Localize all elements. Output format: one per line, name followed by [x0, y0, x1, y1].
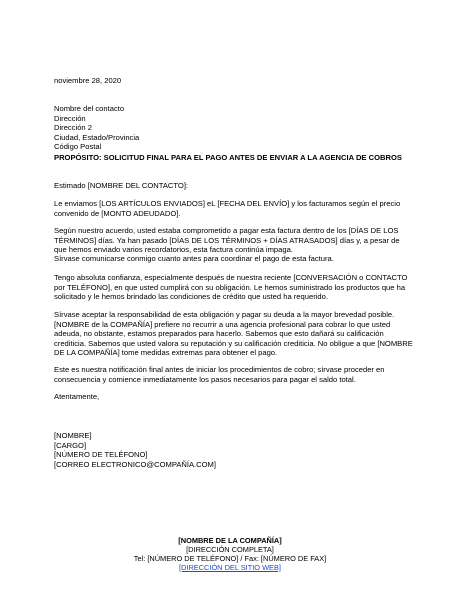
letter-footer — [0, 536, 460, 572]
body-paragraph: Tengo absoluta confianza, especialmente después de nuestra reciente [CONVERSACIÓN o CONTACTO por TELÉFONO], en que usted cumplirá con su obligación. Le hemos suministrado los productos que ha solicitado y le hemos brindado las condiciones de crédito que usted ha requerido. — [54, 273, 408, 302]
signature-title: [CARGO] — [54, 440, 87, 450]
body-paragraph: Le enviamos [LOS ARTÍCULOS ENVIADOS] eL [FECHA DEL ENVÍO] y los facturamos según el precio convenido de [MONTO ADEUDADO]. — [54, 199, 401, 218]
signature-phone: [NÚMERO DE TELÉFONO] — [54, 450, 148, 460]
body-paragraph: Sírvase comunicarse conmigo cuanto antes para coordinar el pago de esta factura. — [54, 254, 334, 263]
body-paragraph: Este es nuestra notificación final antes de iniciar los procedimientos de cobro; sírvase proceder en consecuencia y comience inmediatamente los pasos necesarios para pagar el saldo total. — [54, 365, 385, 384]
body-paragraph: Según nuestro acuerdo, usted estaba comprometido a pagar esta factura dentro de los [DÍAS DE LOS TÉRMINOS] días. Ya han pasado [DÍAS DE LOS TÉRMINOS + DÍAS ATRASADOS] días y, a pesar de que hemos enviado varios recordatorios, esta factura continúa impaga. — [54, 226, 400, 255]
letter-date: noviembre 28, 2020 — [54, 76, 122, 85]
recipient-address — [54, 104, 414, 152]
footer-company: [NOMBRE DE LA COMPAÑÍA] — [178, 536, 282, 545]
footer-website-link[interactable]: [DIRECCIÓN DEL SITIO WEB] — [179, 563, 281, 572]
letter-subject: PROPÓSITO: SOLICITUD FINAL PARA EL PAGO ANTES DE ENVIAR A LA AGENCIA DE COBROS — [54, 153, 402, 162]
letter-greeting: Estimado [NOMBRE DEL CONTACTO]: — [54, 181, 189, 190]
footer-address: [DIRECCIÓN COMPLETA] — [186, 545, 274, 554]
footer-phone-fax: Tel: [NÚMERO DE TELÉFONO] / Fax: [NÚMERO DE FAX] — [133, 554, 327, 563]
signature-block — [54, 431, 414, 469]
address-line: Código Postal — [54, 142, 102, 152]
body-paragraph: Sírvase aceptar la responsabilidad de esta obligación y pagar su deuda a la mayor brevedad posible. [NOMBRE de la COMPAÑÍA] prefiere no recurrir a una agencia profesional para cobrar lo que usted adeuda, no obstante, estamos preparados para hacerlo. Sabemos que esto dañará su calificación crediticia. Sabemos que usted valora su reputación y su calificación crediticia. No obligue a que [NOMBRE DE LA COMPAÑÍA] tome medidas extremas para obtener el pago. — [54, 310, 413, 358]
letter-closing: Atentamente, — [54, 392, 100, 401]
address-line: Nombre del contacto — [54, 104, 125, 113]
address-line: Dirección 2 — [54, 123, 92, 133]
signature-email: [CORREO ELECTRONICO@COMPAÑÍA.COM] — [54, 459, 216, 469]
signature-name: [NOMBRE] — [54, 431, 92, 440]
address-line: Ciudad, Estado/Provincia — [54, 132, 140, 142]
address-line: Dirección — [54, 113, 86, 123]
